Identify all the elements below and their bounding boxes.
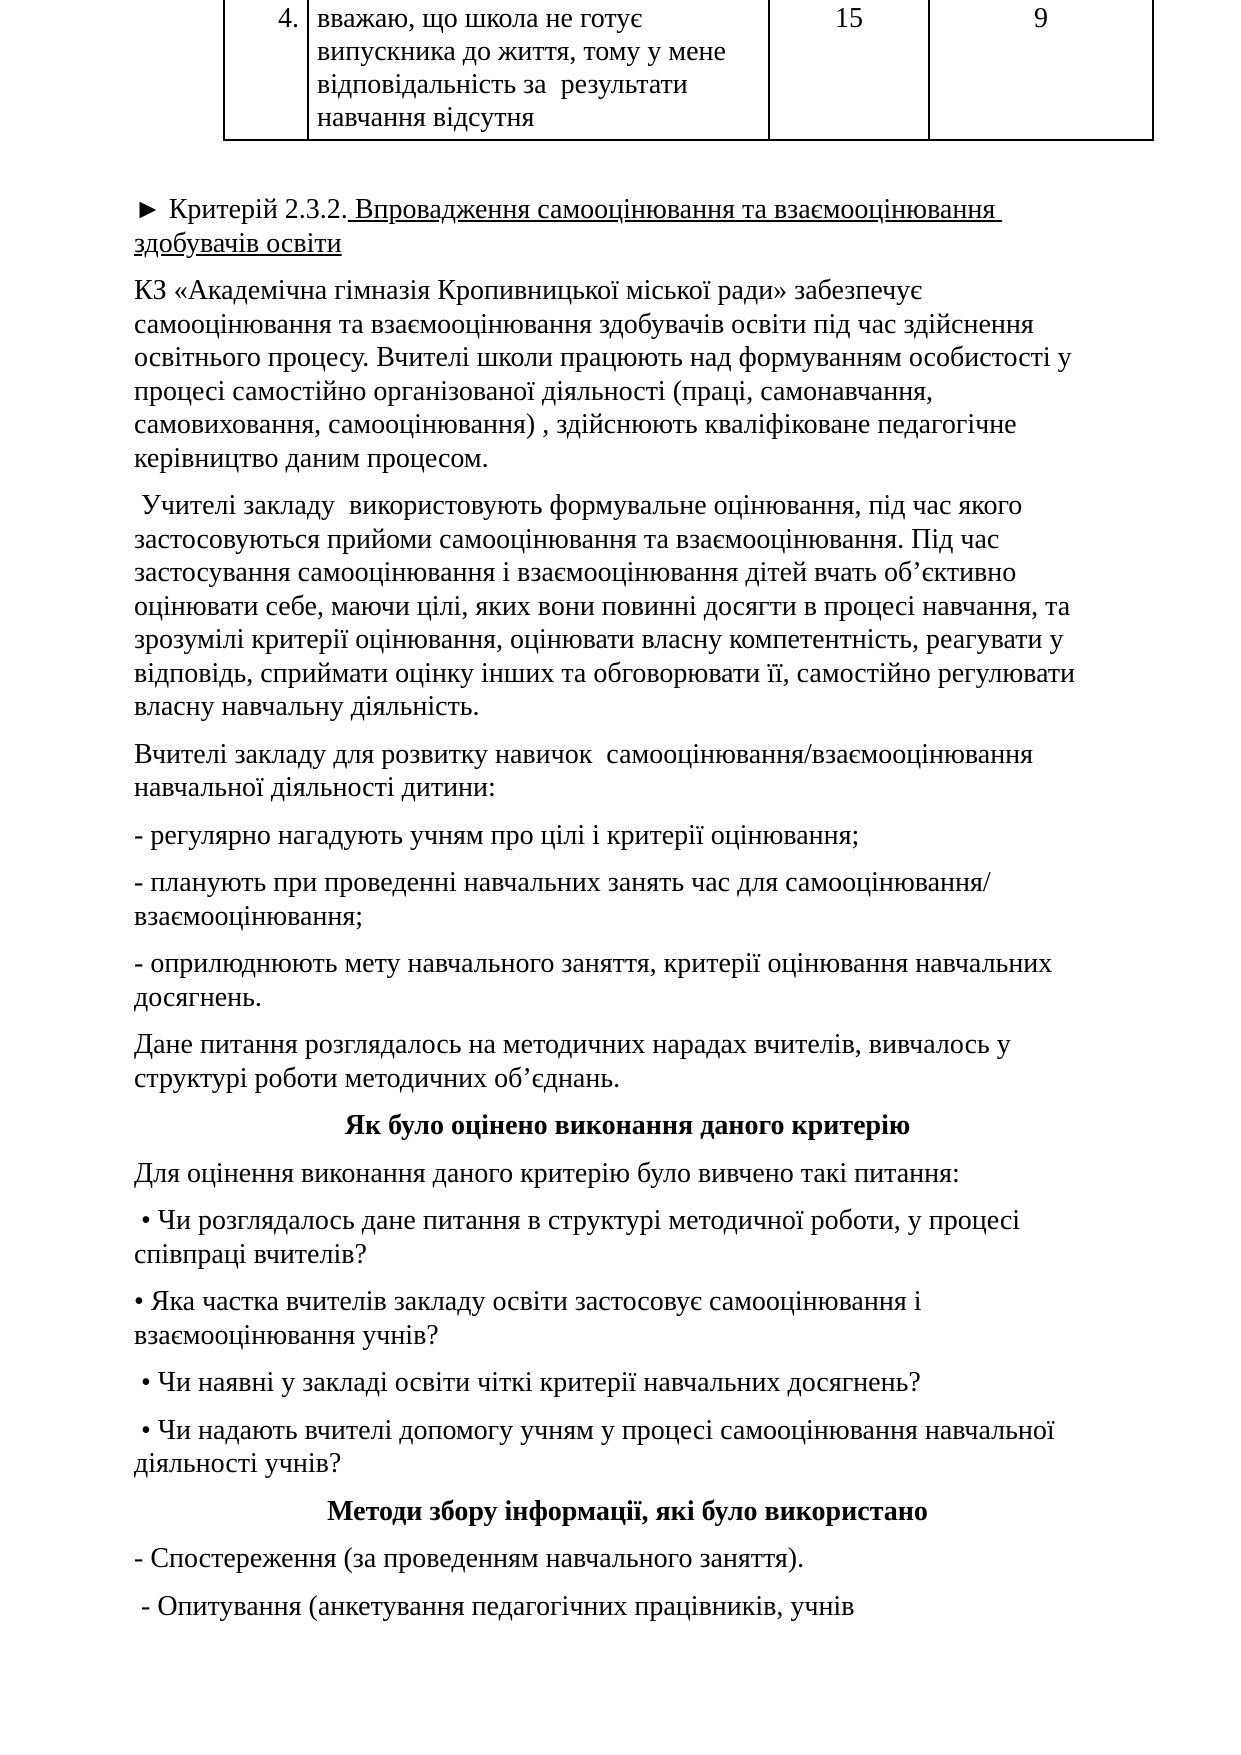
- section-heading-methods: Методи збору інформації, які було використано: [327, 1495, 928, 1527]
- table-row: [224, 0, 1153, 140]
- question-item-clear-criteria: • Чи наявні у закладі освіти чіткі критерії навчальних досягнень?: [134, 1367, 921, 1398]
- criterion-number-prefix: ► Критерій 2.3.2.: [134, 194, 348, 225]
- survey-results-table: [223, 0, 1154, 141]
- document-body: [0, 193, 1241, 1697]
- list-item-publish-criteria: - оприлюднюють мету навчального заняття, критерії оцінювання навчальних досягнень.: [134, 948, 1060, 1013]
- value-cell-1: 15: [769, 0, 929, 140]
- statement-cell: вважаю, що школа не готує випускника до життя, тому у мене відповідальність за результати навчання відсутня: [308, 0, 769, 140]
- question-item-methodical-structure: • Чи розглядалось дане питання в структурі методичної роботи, у процесі співпраці вчителів?: [134, 1205, 1028, 1270]
- method-item-survey: - Опитування (анкетування педагогічних працівників, учнів: [134, 1590, 855, 1622]
- criterion-title-underlined: Впровадження самооцінювання та взаємооцінювання здобувачів освіти: [134, 194, 1003, 259]
- list-item-remind-goals: - регулярно нагадують учням про цілі і критерії оцінювання;: [134, 819, 860, 851]
- paragraph-questions-intro: Для оцінення виконання даного критерію було вивчено такі питання:: [134, 1157, 960, 1189]
- list-item-plan-time: - планують при проведенні навчальних занять час для самооцінювання/взаємооцінювання;: [134, 867, 991, 932]
- paragraph-school-overview: КЗ «Академічна гімназія Кропивницької міської ради» забезпечує самооцінювання та взаємооцінювання здобувачів освіти під час здійснення освітнього процесу. Вчителі школи працюють над формуванням особистості у процесі самостійно організованої діяльності (праці, самонавчання, самовиховання, самооцінювання) , здійснюють кваліфіковане педагогічне керівництво даним процесом.: [134, 275, 1079, 474]
- criterion-heading: [134, 193, 1121, 260]
- value-cell-2: 9: [929, 0, 1153, 140]
- section-heading-evaluation: Як було оцінено виконання даного критерію: [344, 1110, 911, 1141]
- method-item-observation: - Спостереження (за проведенням навчального заняття).: [134, 1543, 805, 1574]
- question-item-teachers-share: • Яка частка вчителів закладу освіти застосовує самооцінювання і взаємооцінювання учнів?: [134, 1286, 929, 1351]
- row-number-cell: 4.: [224, 0, 308, 140]
- paragraph-formative-assessment: Учителі закладу використовують формувальне оцінювання, під час якого застосовуються прийоми самооцінювання та взаємооцінювання. Під час застосування самооцінювання і взаємооцінювання дітей вчать об’єктивно оцінювати себе, маючи цілі, яких вони повинні досягти в процесі навчання, та зрозумілі критерії оцінювання, оцінювати власну компетентність, реагувати у відповідь, сприймати оцінку інших та обговорювати її, самостійно регулювати власну навчальну діяльність.: [134, 490, 1083, 722]
- paragraph-skills-development-intro: Вчителі закладу для розвитку навичок самооцінювання/взаємооцінювання навчальної діяльності дитини:: [134, 738, 1041, 803]
- paragraph-methodical-meetings: Дане питання розглядалось на методичних нарадах вчителів, вивчалось у структурі роботи методичних об’єднань.: [134, 1029, 1018, 1094]
- question-item-teacher-help: • Чи надають вчителі допомогу учням у процесі самооцінювання навчальної діяльності учнів?: [134, 1414, 1062, 1479]
